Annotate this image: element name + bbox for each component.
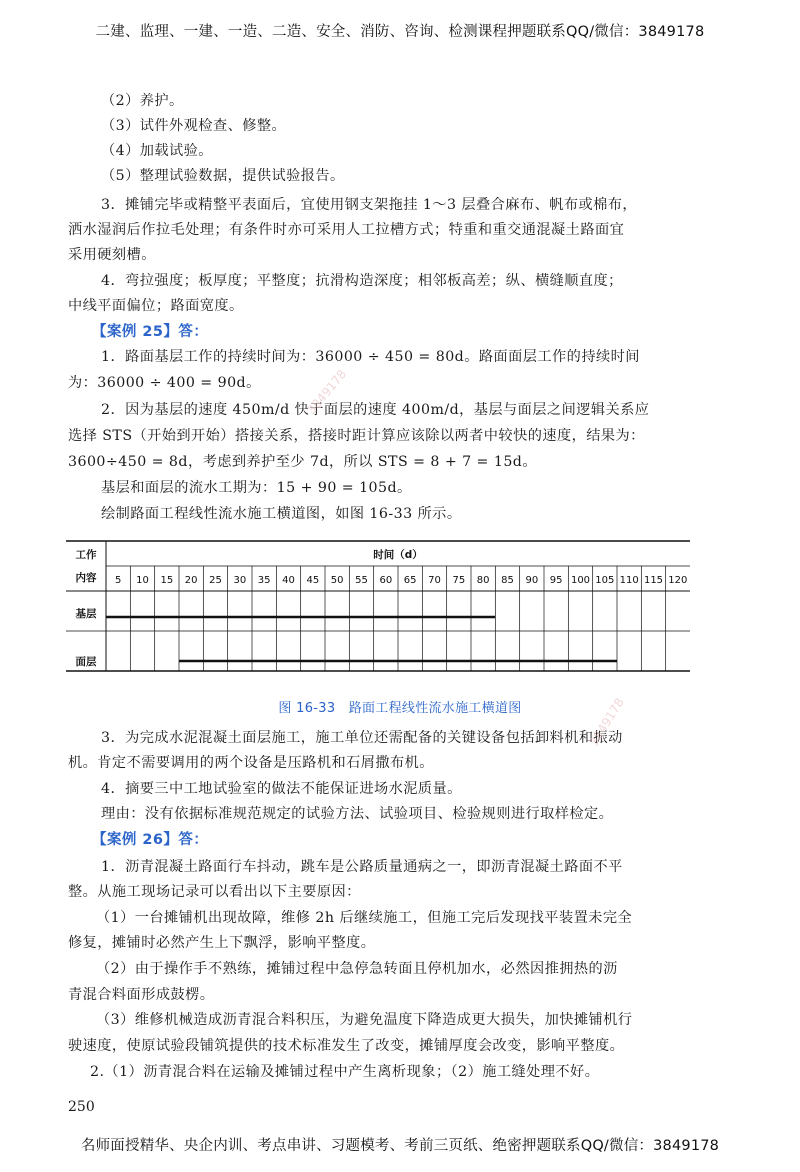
top-banner: 二建、监理、一建、一造、二造、安全、消防、咨询、检测课程押题联系QQ/微信：3849178 bbox=[95, 24, 705, 40]
text-line: 3．为完成水泥混凝土面层施工，施工单位还需配备的关键设备包括卸料机和振动 bbox=[101, 730, 623, 746]
text-line: 4．摘要三中工地试验室的做法不能保证进场水泥质量。 bbox=[101, 781, 462, 797]
time-tick-label: 115 bbox=[643, 575, 664, 586]
figure-caption: 图 16-33 路面工程线性流水施工横道图 bbox=[278, 701, 522, 716]
case-26-heading: 【案例 26】答： bbox=[92, 832, 209, 848]
gantt-svg bbox=[66, 539, 696, 689]
page-number: 250 bbox=[68, 1099, 95, 1115]
time-tick-label: 70 bbox=[428, 575, 441, 586]
text-line: （2）养护。 bbox=[101, 93, 184, 109]
time-tick-label: 75 bbox=[452, 575, 466, 586]
text-line: （3）试件外观检查、修整。 bbox=[101, 118, 287, 134]
time-tick-label: 90 bbox=[525, 575, 539, 586]
time-tick-label: 85 bbox=[501, 575, 514, 586]
time-tick-label: 25 bbox=[209, 575, 222, 586]
text-line: 洒水湿润后作拉毛处理；有条件时亦可采用人工拉槽方式；特重和重交通混凝土路面宜 bbox=[68, 222, 625, 238]
time-tick-label: 5 bbox=[114, 575, 122, 586]
time-tick-label: 20 bbox=[184, 575, 198, 586]
text-line: 修复，摊铺时必然产生上下飘浮，影响平整度。 bbox=[68, 935, 376, 951]
watermark: 3849178 bbox=[586, 695, 627, 749]
text-line: 驶速度，使原试验段铺筑提供的技术标准发生了改变，摊铺厚度会改变，影响平整度。 bbox=[68, 1038, 625, 1054]
text-line: （2）由于操作手不熟练，摊铺过程中急停急转面且停机加水，必然因推拥热的沥 bbox=[96, 961, 618, 977]
time-tick-label: 95 bbox=[549, 575, 563, 586]
text-line: 4．弯拉强度；板厚度；平整度；抗滑构造深度；相邻板高差；纵、横缝顺直度； bbox=[101, 273, 623, 289]
text-line: 绘制路面工程线性流水施工横道图，如图 16-33 所示。 bbox=[101, 506, 462, 522]
corner-label: 内容 bbox=[75, 572, 97, 584]
case-25-heading: 【案例 25】答： bbox=[92, 324, 209, 340]
time-tick-label: 55 bbox=[355, 575, 368, 586]
text-line: 基层和面层的流水工期为：15 + 90 = 105d。 bbox=[101, 480, 412, 496]
time-axis-title: 时间（d） bbox=[373, 549, 423, 561]
text-line: 3．摊铺完毕或精整平表面后，宜使用钢支架拖挂 1～3 层叠合麻布、帆布或棉布， bbox=[101, 197, 638, 213]
text-line: 1．沥青混凝土路面行车抖动，跳车是公路质量通病之一，即沥青混凝土路面不平 bbox=[101, 859, 623, 875]
time-tick-label: 15 bbox=[160, 575, 174, 586]
text-line: 中线平面偏位；路面宽度。 bbox=[68, 298, 244, 314]
text-line: 选择 STS（开始到开始）搭接关系，搭接时距计算应该除以两者中较快的速度，结果为： bbox=[68, 428, 645, 444]
time-tick-label: 110 bbox=[619, 575, 639, 586]
time-tick-label: 50 bbox=[330, 575, 344, 586]
row-label: 基层 bbox=[75, 608, 97, 620]
text-line: （1）一台摊铺机出现故障，维修 2h 后继续施工，但施工完后发现找平装置未完全 bbox=[96, 910, 633, 926]
text-line: 整。从施工现场记录可以看出以下主要原因： bbox=[68, 884, 361, 900]
text-line: 1．路面基层工作的持续时间为：36000 ÷ 450 = 80d。路面面层工作的持续时间 bbox=[101, 349, 640, 365]
text-line: 3600÷450 = 8d，考虑到养护至少 7d，所以 STS = 8 + 7 = 15d。 bbox=[68, 454, 537, 470]
row-label: 面层 bbox=[75, 656, 97, 668]
text-line: 理由：没有依据标准规范规定的试验方法、试验项目、检验规则进行取样检定。 bbox=[101, 806, 614, 822]
text-line: 2．因为基层的速度 450m/d 快于面层的速度 400m/d，基层与面层之间逻辑关系应 bbox=[101, 402, 650, 418]
text-line: 机。肯定不需要调用的两个设备是压路机和石屑撒布机。 bbox=[68, 755, 434, 771]
time-tick-label: 120 bbox=[668, 575, 688, 586]
time-tick-label: 60 bbox=[379, 575, 393, 586]
time-tick-label: 100 bbox=[570, 575, 591, 586]
time-tick-label: 65 bbox=[403, 575, 417, 586]
text-line: （4）加载试验。 bbox=[101, 143, 213, 159]
corner-label: 工作 bbox=[75, 549, 97, 561]
text-line: （3）维修机械造成沥青混合料积压，为避免温度下降造成更大损失，加快摊铺机行 bbox=[96, 1012, 633, 1028]
text-line: 为：36000 ÷ 400 = 90d。 bbox=[68, 375, 261, 391]
time-tick-label: 35 bbox=[257, 575, 271, 586]
time-tick-label: 40 bbox=[282, 575, 295, 586]
text-line: 采用硬刻槽。 bbox=[68, 247, 156, 263]
time-tick-label: 80 bbox=[476, 575, 490, 586]
text-line: （5）整理试验数据，提供试验报告。 bbox=[101, 168, 345, 184]
watermark: 3849178 bbox=[304, 367, 350, 417]
time-tick-label: 45 bbox=[306, 575, 320, 586]
gantt-chart bbox=[66, 539, 696, 693]
time-tick-label: 10 bbox=[136, 575, 149, 586]
text-line: 2.（1）沥青混合料在运输及摊铺过程中产生离析现象；（2）施工缝处理不好。 bbox=[90, 1064, 600, 1080]
bottom-banner: 名师面授精华、央企内训、考点串讲、习题模考、考前三页纸、绝密押题联系QQ/微信：3849178 bbox=[80, 1138, 720, 1154]
text-line: 青混合料面形成鼓楞。 bbox=[68, 987, 215, 1003]
time-tick-label: 30 bbox=[233, 575, 247, 586]
time-tick-label: 105 bbox=[595, 575, 615, 586]
